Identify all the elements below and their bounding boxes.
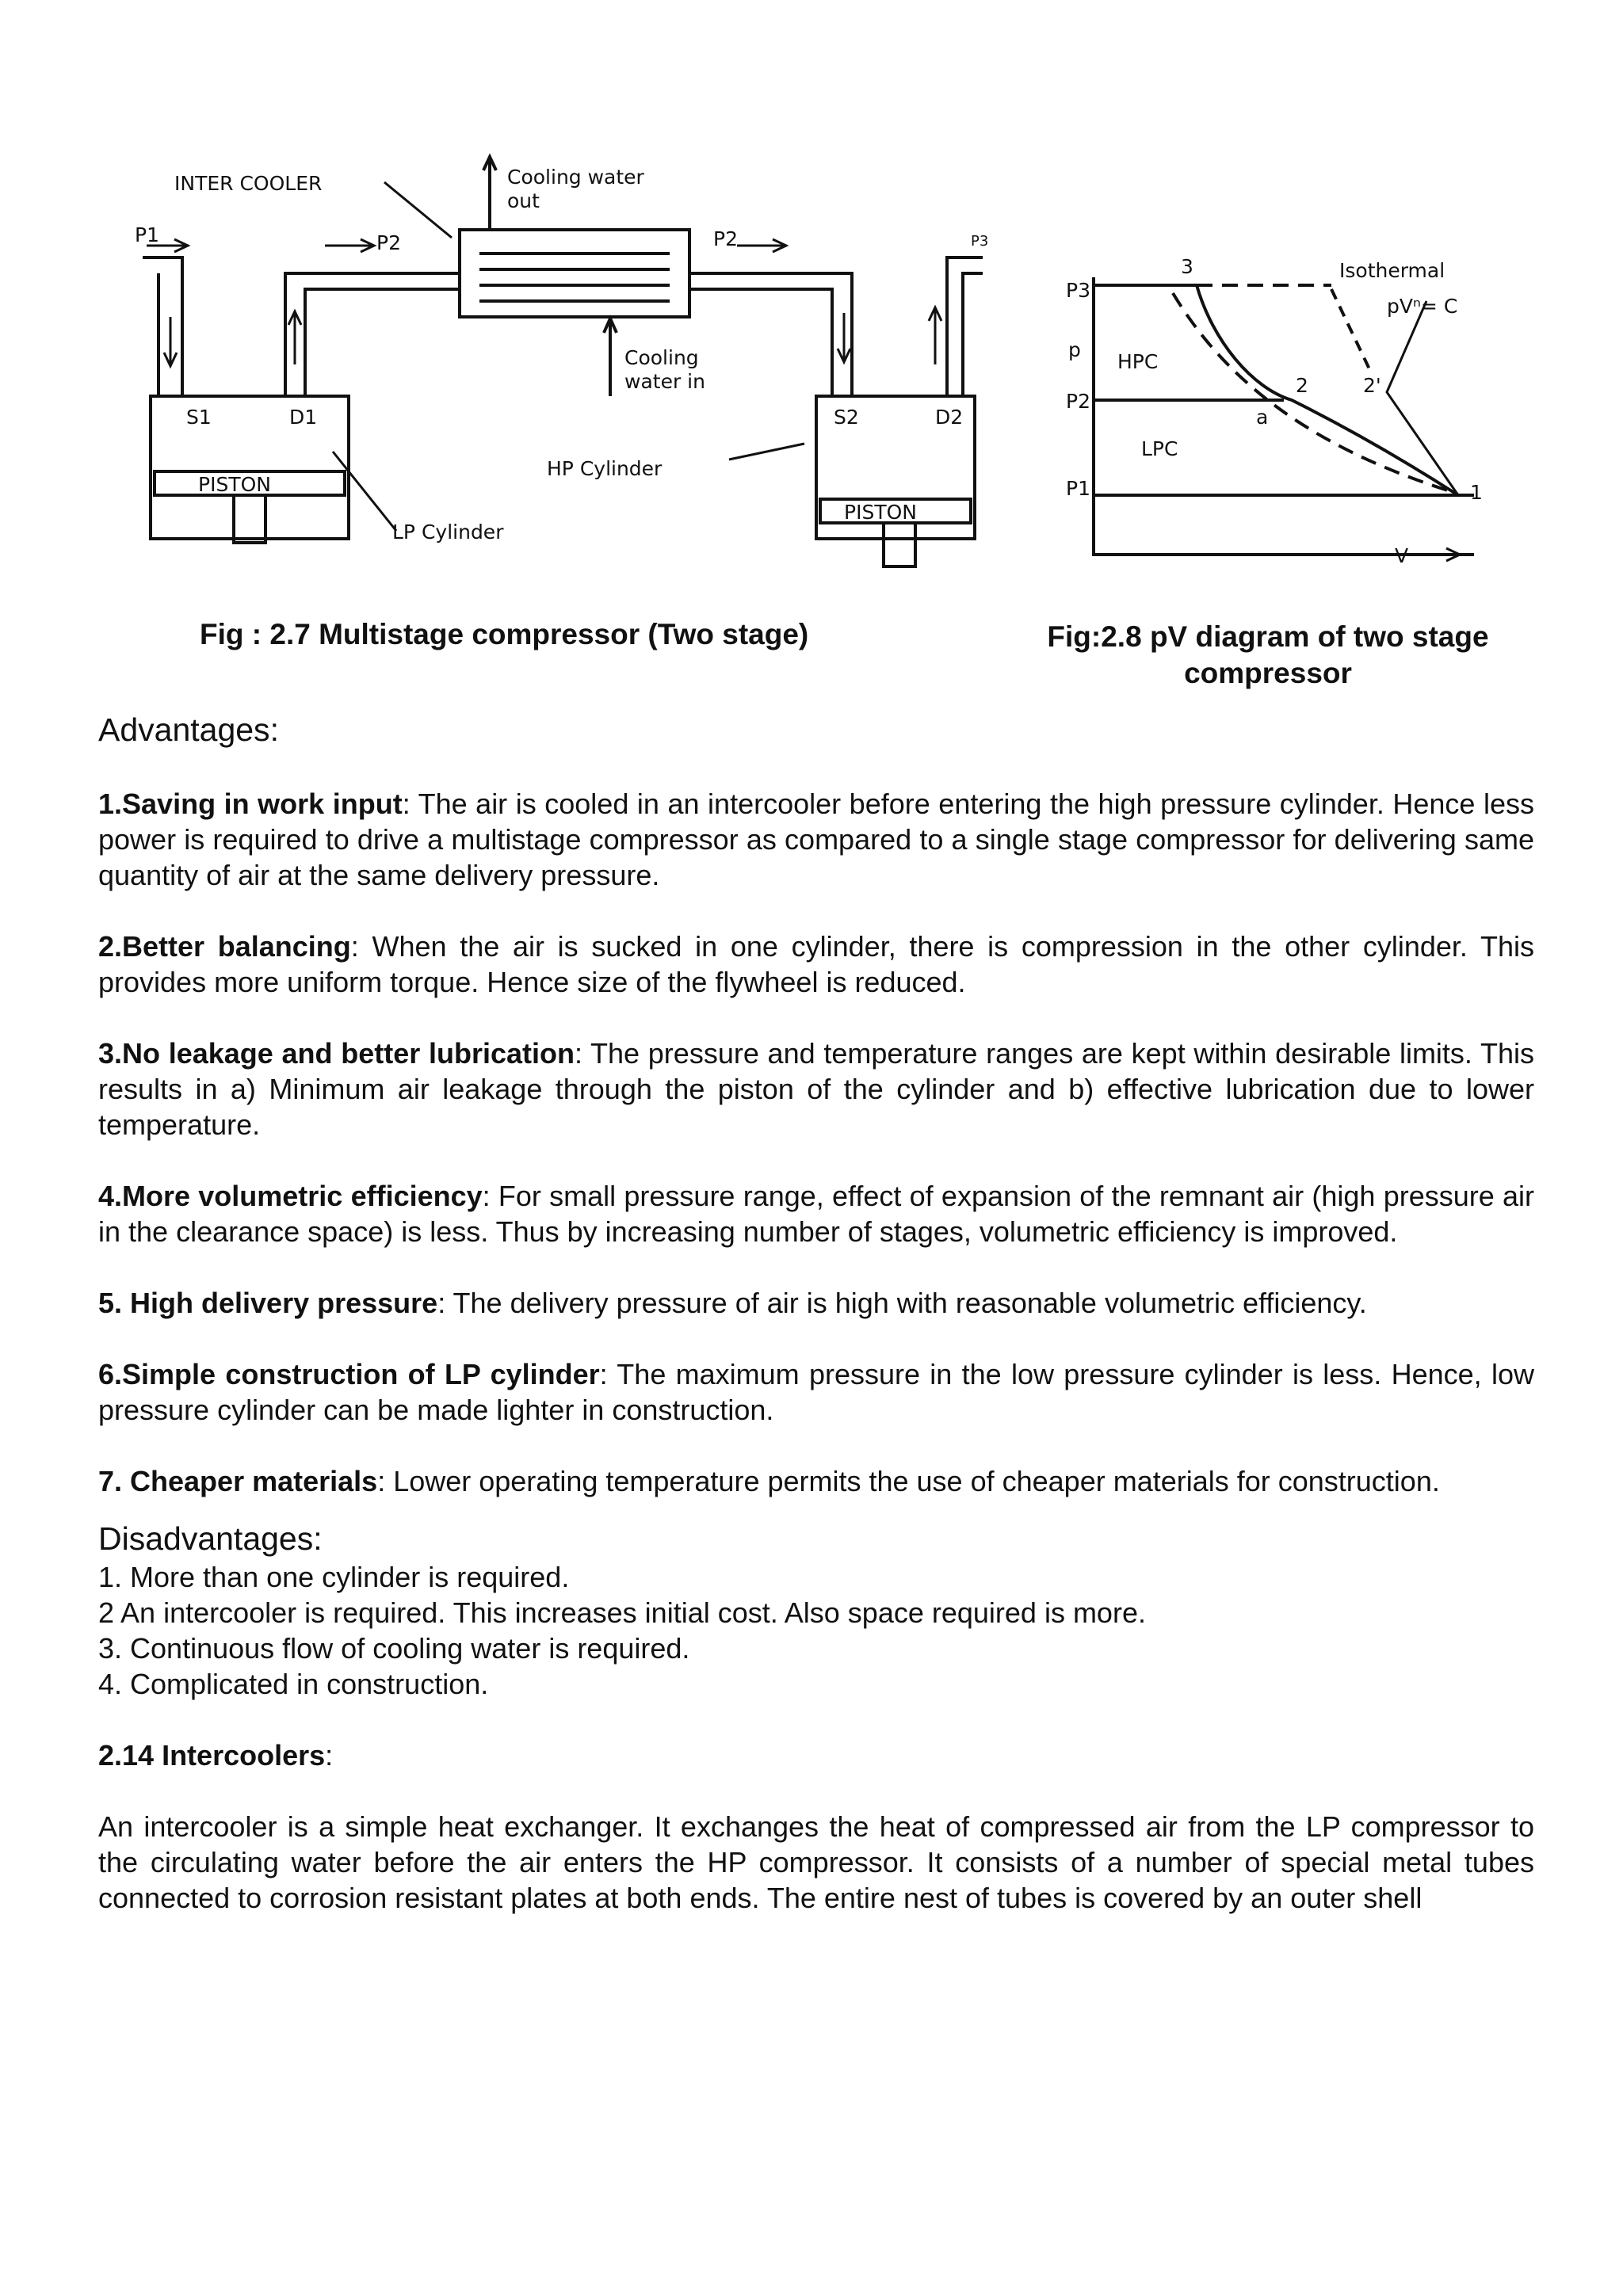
figure-2-8-caption-line2: compressor [1184,657,1352,689]
advantage-item: 2.Better balancing: When the air is sucked in one cylinder, there is compression in the other cylinder. This provides more uniform torque. Hence size of the flywheel is reduced. [98,930,1534,998]
pv-label-p: p [1068,338,1081,361]
figure-pv-diagram [1046,254,1522,586]
figure-2-8-caption-line1: Fig:2.8 pV diagram of two stage [1047,620,1489,653]
pv-label-v: V [1395,544,1409,567]
hp-piston-rod [884,523,915,566]
advantage-item: 7. Cheaper materials: Lower operating temperature permits the use of cheaper materials for construction. [98,1465,1440,1497]
pv-label-isothermal: Isothermal [1339,259,1445,282]
hp-delivery-pipe [947,257,983,396]
pv-label-2: 2 [1296,374,1308,397]
pv-label-lpc: LPC [1141,437,1178,460]
document-body [98,709,1534,1916]
label-cooling-water-out-2: out [507,189,540,212]
pv-label-hpc: HPC [1117,350,1159,373]
cooling-water-in-pipe [604,317,617,396]
lp-piston-rod [234,495,265,543]
pv-label-a: a [1256,406,1269,429]
label-d1: D1 [289,406,318,429]
pv-axes [1094,277,1474,555]
figure-multistage-compressor [111,135,1014,586]
intercoolers-heading: 2.14 Intercoolers: [98,1739,334,1772]
figure-2-8-caption [1030,619,1506,692]
label-inter-cooler: INTER COOLER [174,172,323,195]
pv-label-p2: P2 [1066,390,1090,413]
label-s2: S2 [834,406,859,429]
label-d2: D2 [935,406,964,429]
pv-label-p1: P1 [1066,477,1090,500]
pv-label-2prime: 2' [1363,374,1381,397]
disadvantages-heading: Disadvantages: [98,1520,323,1557]
intercooler-shell [460,230,689,317]
lp-cylinder-body [151,396,349,539]
disadvantage-item: 1. More than one cylinder is required. [98,1561,570,1593]
advantage-item: 3.No leakage and better lubrication: The pressure and temperature ranges are kept within desirable limits. This results in a) Minimum air leakage through the piston of the cylinder and b) effective lubrication due to lower temperature. [98,1037,1534,1141]
advantage-item: 4.More volumetric efficiency: For small pressure range, effect of expansion of the remnant air (high pressure air in the clearance space) is less. Thus by increasing number of stages, volumetric efficiency is improved. [98,1180,1535,1248]
lp-suction-pipe [143,257,182,396]
hp-suction-pipe [689,273,852,396]
label-p1: P1 [135,223,159,246]
figure-2-7-caption: Fig : 2.7 Multistage compressor (Two stage) [200,618,809,650]
pv-label-p3: P3 [1066,279,1090,302]
isothermal-curve [1173,293,1450,491]
label-cooling-water-in-1: Cooling [624,346,699,369]
label-cooling-water-out-1: Cooling water [507,166,644,189]
pv-label-3: 3 [1181,255,1193,278]
advantage-item: 5. High delivery pressure: The delivery pressure of air is high with reasonable volumetric efficiency. [98,1287,1367,1319]
advantage-item: 1.Saving in work input: The air is cooled in an intercooler before entering the high pressure cylinder. Hence less power is required to drive a multistage compressor as compared to a single stage compressor for delivering same quantity of air at the same delivery pressure. [98,788,1535,891]
label-p3: P3 [971,233,989,250]
label-p2-left: P2 [376,231,401,254]
pv-label-pvn: pVⁿ= C [1387,295,1458,318]
label-lp-cylinder: LP Cylinder [392,521,504,543]
disadvantage-item: 4. Complicated in construction. [98,1668,489,1700]
advantage-item: 6.Simple construction of LP cylinder: The maximum pressure in the low pressure cylinder is less. Hence, low pressure cylinder can be made lighter in construction. [98,1358,1534,1426]
pv-label-1: 1 [1470,481,1483,504]
label-s1: S1 [186,406,212,429]
label-piston-right: PISTON [844,501,917,524]
lp-delivery-pipe [285,273,460,396]
label-hp-cylinder: HP Cylinder [547,457,663,480]
label-p2-right: P2 [713,227,738,250]
disadvantage-item: 2 An intercooler is required. This increases initial cost. Also space required is more. [98,1596,1146,1629]
disadvantages-list [98,1559,1534,1702]
label-cooling-water-in-2: water in [624,370,705,393]
intercoolers-paragraph: An intercooler is a simple heat exchanger. It exchanges the heat of compressed air from the LP compressor to the circulating water before the air enters the HP compressor. It consists of a number of special metal tubes connected to corrosion resistant plates at both ends. The entire nest of tubes is covered by an outer shell [98,1810,1534,1914]
disadvantage-item: 3. Continuous flow of cooling water is required. [98,1632,690,1665]
label-piston-left: PISTON [198,473,271,496]
advantages-heading: Advantages: [98,711,279,748]
